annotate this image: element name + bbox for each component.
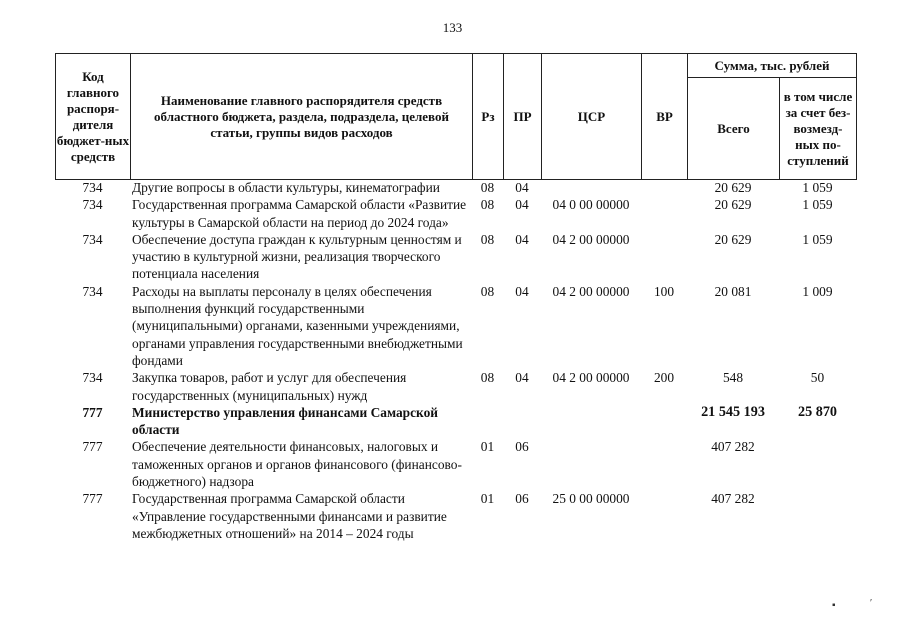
- table-body: [55, 179, 856, 542]
- cell-name: Государственная программа Самарской области «Управление государственными финансами и развитие межбюджетных отношений» на 2014 – 2024 годы: [132, 491, 447, 541]
- cell-pr: 06: [515, 439, 529, 455]
- cell-pr: 06: [515, 491, 529, 507]
- cell-free: 1 059: [802, 197, 833, 213]
- table-row: [55, 438, 856, 490]
- table-row: [55, 231, 856, 283]
- cell-code: 734: [82, 180, 103, 195]
- cell-total: 21 545 193: [701, 403, 765, 420]
- cell-free: 50: [810, 370, 825, 386]
- cell-csr: [541, 438, 641, 490]
- cell-name: Министерство управления финансами Самарской области: [132, 404, 439, 438]
- cell-free: [779, 438, 856, 490]
- cell-pr: 04: [515, 180, 529, 195]
- cell-name: Государственная программа Самарской области «Развитие культуры в Самарской области на период до 2024 года»: [132, 197, 467, 230]
- cell-code: 777: [82, 404, 103, 420]
- cell-rz: 08: [480, 283, 495, 299]
- cell-rz: [472, 404, 503, 439]
- page-number: 133: [442, 20, 463, 35]
- cell-pr: 04: [515, 231, 529, 247]
- cell-total: 20 629: [714, 231, 752, 247]
- cell-name: Закупка товаров, работ и услуг для обеспечения государственных (муниципальных) нужд: [132, 370, 407, 403]
- cell-rz: 01: [480, 491, 495, 507]
- header-vr: ВР: [642, 54, 688, 180]
- cell-pr: [503, 404, 541, 439]
- cell-csr: 25 0 00 00000: [552, 491, 630, 507]
- table-header: [55, 53, 857, 180]
- cell-code: 734: [82, 231, 103, 247]
- cell-vr: [641, 404, 687, 439]
- cell-name: Расходы на выплаты персоналу в целях обеспечения выполнения функций государственными (муниципальными) органами, казенными учреждениями, органами управления государственными внебюджетными фондами: [132, 283, 463, 368]
- cell-vr: [641, 490, 687, 542]
- cell-pr: 04: [515, 370, 529, 386]
- cell-total: 20 629: [714, 180, 752, 195]
- cell-rz: 08: [480, 180, 495, 195]
- table-row: [55, 196, 856, 231]
- cell-name: Обеспечение деятельности финансовых, налоговых и таможенных органов и органов финансового (финансово-бюджетного) надзора: [132, 439, 462, 490]
- cell-code: 734: [82, 370, 103, 386]
- cell-vr: [641, 231, 687, 283]
- table-row: [55, 404, 856, 439]
- cell-csr: [541, 404, 641, 439]
- cell-rz: 01: [480, 439, 495, 455]
- cell-vr: [641, 438, 687, 490]
- cell-rz: 08: [480, 197, 495, 213]
- cell-free: 1 059: [802, 180, 833, 195]
- cell-pr: 04: [515, 197, 529, 213]
- header-rz: Рз: [473, 54, 504, 180]
- cell-rz: 08: [480, 231, 495, 247]
- scan-mark: ′: [870, 598, 873, 609]
- cell-rz: 08: [480, 370, 495, 386]
- cell-free: [779, 490, 856, 542]
- header-code: Код главного распоря-дителя бюджет-ных средств: [56, 54, 131, 180]
- cell-free: 1 009: [802, 283, 833, 299]
- cell-csr: 04 2 00 00000: [552, 370, 630, 386]
- cell-pr: 04: [515, 283, 529, 299]
- cell-code: 777: [82, 439, 103, 455]
- scan-mark: ▪: [832, 600, 836, 611]
- header-name: Наименование главного распорядителя средств областного бюджета, раздела, подраздела, целевой статьи, группы видов расходов: [131, 54, 473, 180]
- header-pr: ПР: [504, 54, 542, 180]
- cell-vr: [641, 196, 687, 231]
- header-free: в том числе за счет без-возмезд-ных по-ступлений: [780, 78, 857, 180]
- cell-code: 734: [82, 283, 103, 299]
- cell-code: 777: [82, 491, 103, 507]
- table-row: [55, 490, 856, 542]
- cell-vr: [641, 179, 687, 196]
- cell-csr: 04 2 00 00000: [552, 231, 630, 247]
- header-total: Всего: [688, 78, 780, 180]
- header-csr: ЦСР: [542, 54, 642, 180]
- cell-vr: 100: [653, 283, 675, 299]
- cell-free: 1 059: [802, 231, 833, 247]
- cell-csr: [541, 179, 641, 196]
- cell-name: Другие вопросы в области культуры, кинематографии: [132, 180, 440, 195]
- table-row: [55, 283, 856, 369]
- cell-total: 407 282: [711, 491, 755, 507]
- cell-total: 407 282: [711, 439, 755, 455]
- table-row: [55, 369, 856, 404]
- cell-csr: 04 0 00 00000: [552, 197, 630, 213]
- cell-total: 20 081: [714, 283, 752, 299]
- cell-total: 548: [722, 370, 744, 386]
- header-sum: Сумма, тыс. рублей: [688, 54, 857, 78]
- table-row: [55, 179, 856, 196]
- cell-code: 734: [82, 197, 103, 213]
- cell-vr: 200: [653, 370, 675, 386]
- cell-free: 25 870: [797, 403, 837, 420]
- cell-total: 20 629: [714, 197, 752, 213]
- cell-csr: 04 2 00 00000: [552, 283, 630, 299]
- cell-name: Обеспечение доступа граждан к культурным ценностям и участию в культурной жизни, реализация творческого потенциала населения: [132, 231, 462, 282]
